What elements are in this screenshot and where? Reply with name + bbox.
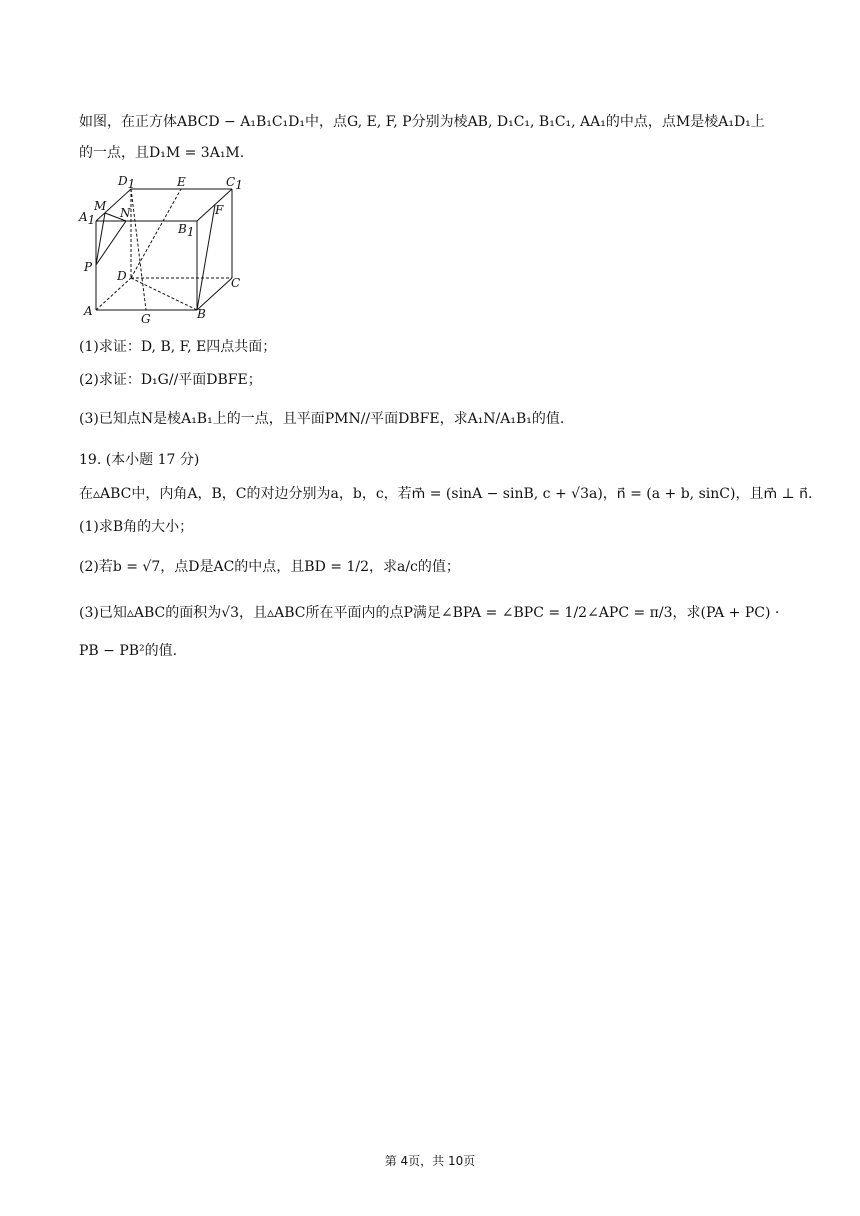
label-b: B: [197, 307, 206, 321]
label-c1: C1: [226, 175, 243, 192]
label-m: M: [94, 199, 107, 213]
label-c: C: [231, 276, 241, 290]
segment-bf: [197, 205, 215, 310]
label-e: E: [177, 175, 186, 189]
label-b1: B1: [178, 222, 195, 239]
segment-de: [131, 189, 181, 278]
segment-db: [131, 278, 197, 310]
label-g: G: [141, 312, 151, 324]
segment-d1g: [131, 189, 146, 310]
label-p: P: [84, 260, 93, 274]
label-d1: D1: [118, 174, 136, 191]
problem19-header: 19. (本小题 17 分): [79, 452, 200, 468]
problem19-intro: 在▵ABC中，内角A，B，C的对边分别为a，b，c，若m⃗ = (sinA − sinB, c + √3a)，n⃗ = (a + b, sinC)，且m⃗ ⊥ n⃗.: [79, 486, 813, 502]
problem18-question2: (2)求证：D₁G//平面DBFE；: [79, 372, 262, 388]
segment-np: [96, 221, 126, 265]
label-a: A: [84, 304, 93, 318]
problem19-question2: (2)若b = √7，点D是AC的中点，且BD = 1/2，求a/c的值；: [79, 559, 460, 575]
problem18-question3: (3)已知点N是棱A₁B₁上的一点，且平面PMN//平面DBFE，求A₁N/A₁B₁的值.: [79, 411, 565, 427]
label-d: D: [117, 269, 127, 283]
problem19-question1: (1)求B角的大小；: [79, 519, 194, 535]
edge-bc: [197, 278, 232, 310]
cube-figure: [76, 172, 248, 324]
problem18-intro-line2: 的一点，且D₁M = 3A₁M.: [79, 145, 245, 161]
problem19-question3-line2: PB − PB²的值.: [79, 643, 178, 659]
problem18-intro-line1: 如图，在正方体ABCD − A₁B₁C₁D₁中，点G, E, F, P分别为棱AB, D₁C₁, B₁C₁, AA₁的中点，点M是棱A₁D₁上: [79, 114, 765, 130]
problem18-question1: (1)求证：D, B, F, E四点共面；: [79, 339, 277, 355]
problem19-question3-line1: (3)已知▵ABC的面积为√3，且▵ABC所在平面内的点P满足∠BPA = ∠BPC = 1/2∠APC = π/3，求(PA + PC) ·: [79, 605, 780, 621]
label-f: F: [215, 203, 224, 217]
label-a1: A1: [79, 210, 96, 227]
page-footer: 第 4页，共 10页: [384, 1154, 476, 1168]
label-n: N: [120, 206, 131, 220]
